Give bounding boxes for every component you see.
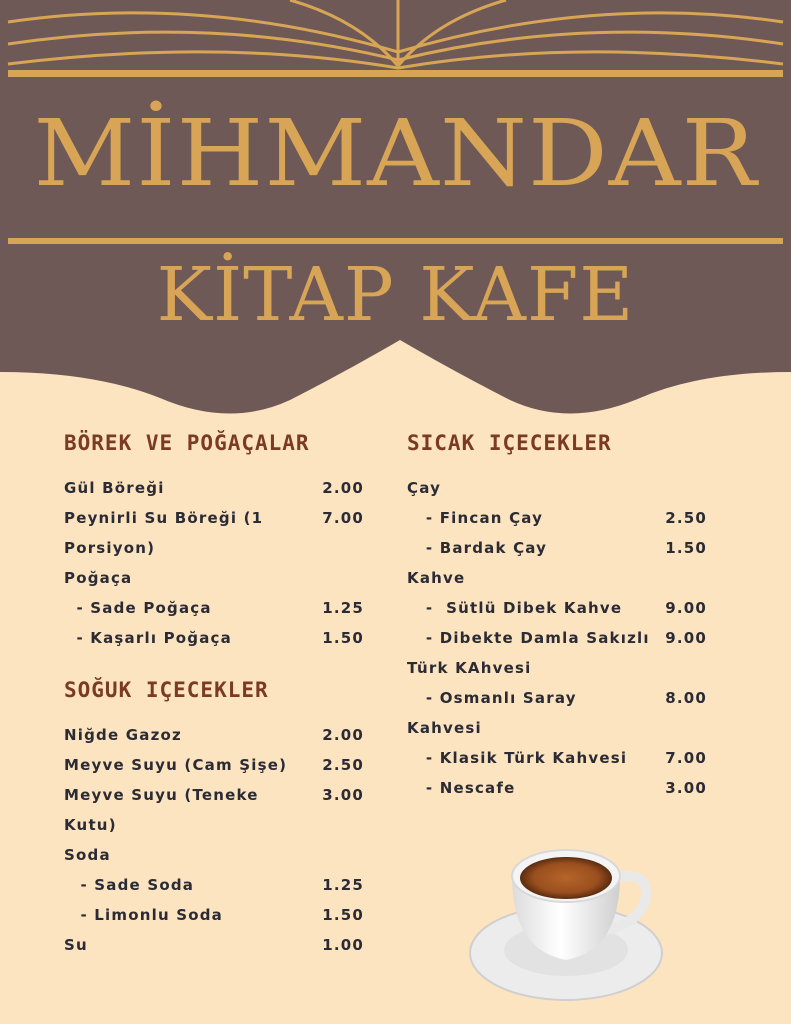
menu-item — [407, 653, 707, 683]
menu-item-price: 1.00 — [322, 936, 364, 954]
menu-item — [407, 683, 707, 713]
menu-item — [64, 900, 364, 930]
menu-item — [64, 720, 364, 750]
menu-item-name: - Dibekte Damla Sakızlı — [413, 629, 650, 647]
menu-section — [64, 675, 364, 960]
menu-item — [64, 473, 364, 503]
menu-item — [407, 773, 707, 803]
menu-item — [407, 593, 707, 623]
menu-item-name: Peynirli Su Böreği (1 Porsiyon) — [64, 509, 270, 557]
menu-item-price: 9.00 — [665, 629, 707, 647]
menu-item-name: Kahvesi — [407, 719, 482, 737]
section-title: SOĞUK IÇECEKLER — [64, 678, 269, 702]
menu-item-price: 1.25 — [322, 876, 364, 894]
menu-item-price: 8.00 — [665, 689, 707, 707]
menu-item-name: Türk KAhvesi — [407, 659, 532, 677]
menu-item-name: Meyve Suyu (Teneke Kutu) — [64, 786, 266, 834]
menu-item — [64, 623, 364, 653]
menu-item-price: 2.00 — [322, 726, 364, 744]
menu-item-price: 1.25 — [322, 599, 364, 617]
menu-item — [407, 503, 707, 533]
menu-item-name: - Kaşarlı Poğaça — [70, 629, 232, 647]
menu-item-name: - Bardak Çay — [413, 539, 548, 557]
menu-item — [407, 743, 707, 773]
menu-item — [64, 930, 364, 960]
menu-item-name: - Sade Poğaça — [70, 599, 212, 617]
menu-item-price: 2.50 — [665, 509, 707, 527]
menu-item-name: Soda — [64, 846, 111, 864]
menu-item — [407, 713, 707, 743]
menu-item-price: 1.50 — [322, 629, 364, 647]
menu-item-name: Poğaça — [64, 569, 133, 587]
menu-item — [64, 593, 364, 623]
menu-item-name: - Limonlu Soda — [74, 906, 224, 924]
menu-item-name: - Osmanlı Saray — [413, 689, 577, 707]
menu-item-name: Meyve Suyu (Cam Şişe) — [64, 756, 288, 774]
menu-item-name: Niğde Gazoz — [64, 726, 182, 744]
menu-item-price: 2.00 — [322, 479, 364, 497]
menu-item — [407, 623, 707, 653]
section-title: BÖREK VE POĞAÇALAR — [64, 431, 310, 455]
menu-item-price: 7.00 — [322, 509, 364, 527]
menu-item-name: - Sade Soda — [74, 876, 195, 894]
menu-item-name: Kahve — [407, 569, 466, 587]
menu-item-name: - Klasik Türk Kahvesi — [413, 749, 628, 767]
menu-item-price: 3.00 — [665, 779, 707, 797]
page-title: MİHMANDAR — [33, 100, 758, 207]
menu-item — [64, 503, 364, 563]
menu-item-price: 2.50 — [322, 756, 364, 774]
menu-item-price: 1.50 — [322, 906, 364, 924]
menu-item-name: Gül Böreği — [64, 479, 165, 497]
menu-item-price: 7.00 — [665, 749, 707, 767]
menu-item-name: - Fincan Çay — [413, 509, 544, 527]
header-banner — [0, 0, 791, 420]
menu-item — [64, 840, 364, 870]
menu-item — [64, 750, 364, 780]
menu-item-price: 9.00 — [665, 599, 707, 617]
menu-item-name: Çay — [407, 479, 442, 497]
menu-column-right — [407, 428, 707, 803]
section-title: SICAK IÇECEKLER — [407, 431, 612, 455]
menu-item-name: - Nescafe — [413, 779, 516, 797]
menu-item — [407, 533, 707, 563]
menu-column-left — [64, 428, 364, 960]
menu-item-name: - Sütlü Dibek Kahve — [413, 599, 623, 617]
menu-item — [407, 473, 707, 503]
menu-item-price: 1.50 — [665, 539, 707, 557]
menu-item-name: Su — [64, 936, 88, 954]
coffee-cup-image — [466, 838, 666, 1006]
divider-line — [8, 238, 783, 244]
menu-item — [407, 563, 707, 593]
page-subtitle: KİTAP KAFE — [156, 252, 635, 338]
menu-item — [64, 780, 364, 840]
menu-item — [64, 870, 364, 900]
menu-item — [64, 563, 364, 593]
menu-section — [407, 428, 707, 803]
menu-section — [64, 428, 364, 653]
menu-item-price: 3.00 — [322, 786, 364, 804]
